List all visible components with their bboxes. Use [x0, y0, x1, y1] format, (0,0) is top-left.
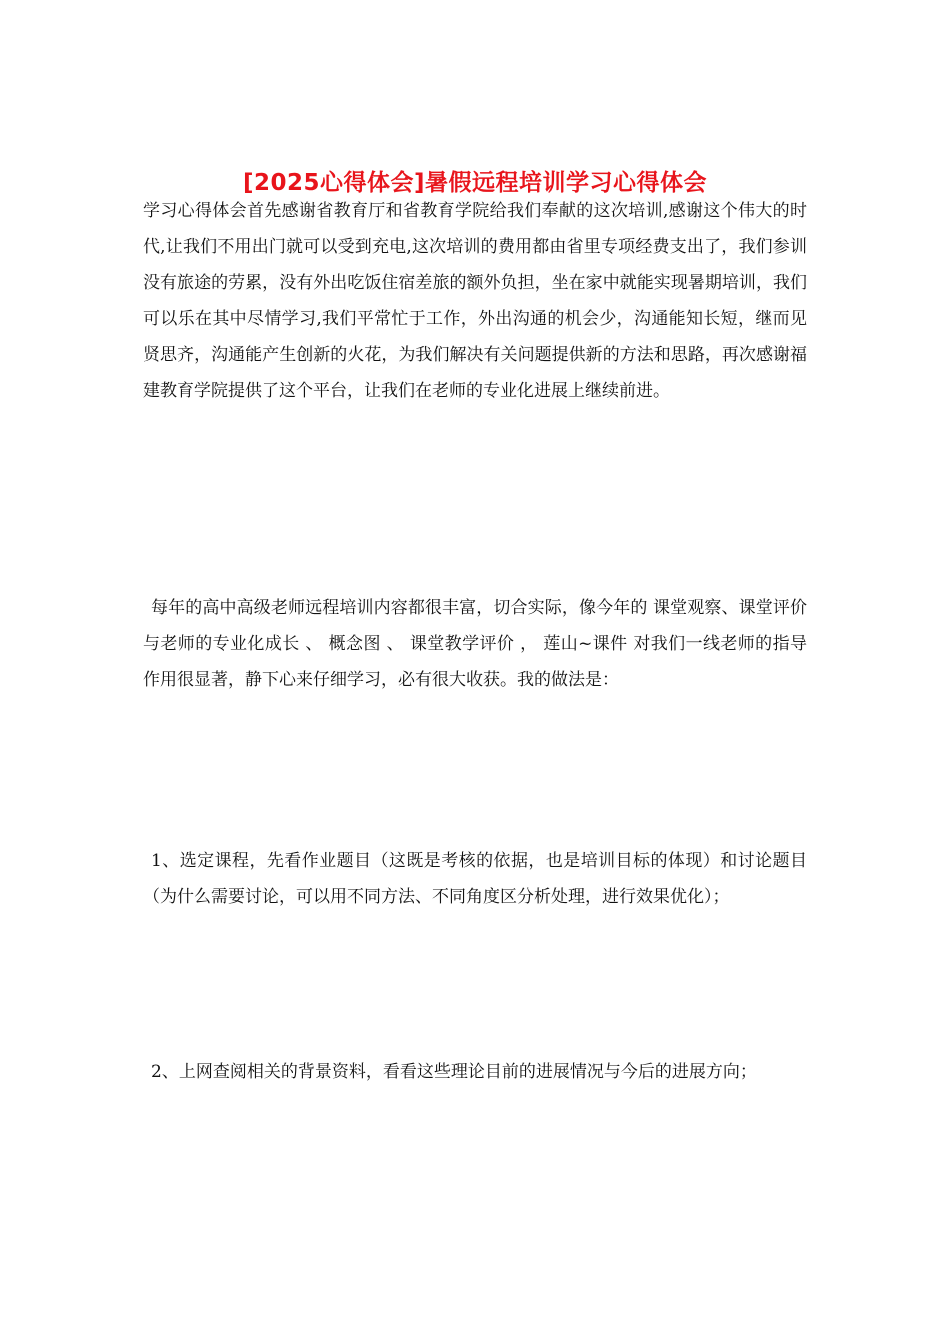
- paragraph-intro: 学习心得体会首先感谢省教育厅和省教育学院给我们奉献的这次培训,感谢这个伟大的时代,让我们不用出门就可以受到充电,这次培训的费用都由省里专项经费支出了，我们参训没有旅途的劳累，没有外出吃饭住宿差旅的额外负担，坐在家中就能实现暑期培训，我们可以乐在其中尽情学习,我们平常忙于工作，外出沟通的机会少，沟通能知长短，继而见贤思齐，沟通能产生创新的火花，为我们解决有关问题提供新的方法和思路，再次感谢福建教育学院提供了这个平台，让我们在老师的专业化进展上继续前进。: [143, 201, 807, 401]
- document-title: [2025心得体会]暑假远程培训学习心得体会: [242, 170, 708, 197]
- paragraph-training-content: 每年的高中高级老师远程培训内容都很丰富，切合实际，像今年的 课堂观察、课堂评价与老师的专业化成长 、 概念图 、 课堂教学评价 ， 莲山~课件 对我们一线老师的指导作用很显著，静下心来仔细学习，必有很大收获。我的做法是：: [143, 598, 807, 690]
- paragraph-step-1: 1、选定课程，先看作业题目（这既是考核的依据，也是培训目标的体现）和讨论题目（为什么需要讨论，可以用不同方法、不同角度区分析处理，进行效果优化）；: [143, 851, 807, 907]
- paragraph-step-2: 2、上网查阅相关的背景资料，看看这些理论目前的进展情况与今后的进展方向；: [151, 1062, 757, 1082]
